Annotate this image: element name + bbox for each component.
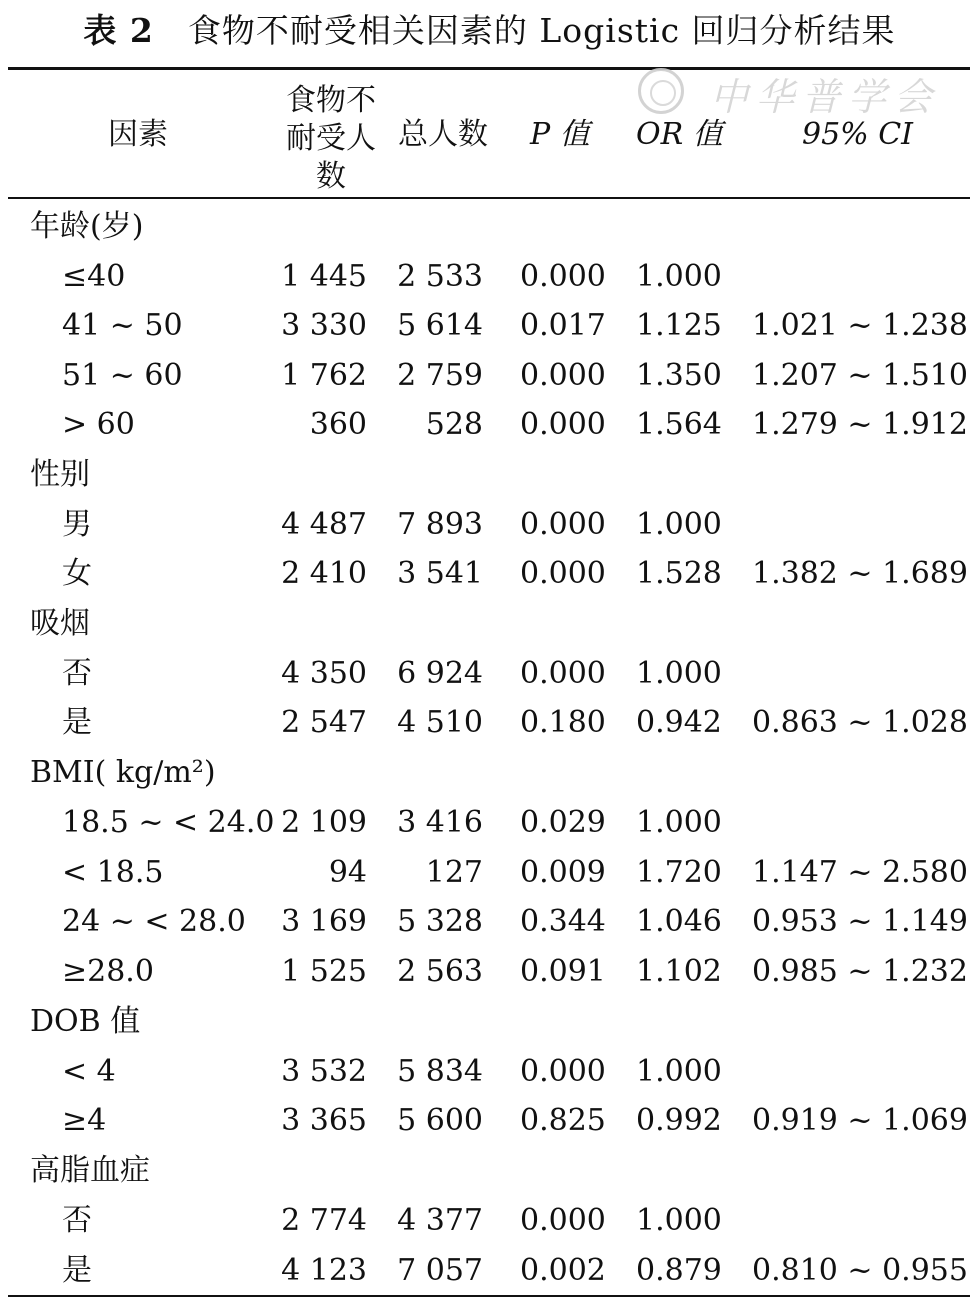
group-row bbox=[0, 748, 979, 798]
row-or-value: 1.102 bbox=[636, 954, 722, 989]
group-label: 吸烟 bbox=[30, 606, 90, 641]
row-or-value: 1.000 bbox=[636, 1203, 722, 1238]
row-p-value: 0.000 bbox=[520, 407, 606, 442]
row-factor: 24 ~ < 28.0 bbox=[62, 904, 246, 939]
row-intolerant-count: 1 445 bbox=[281, 259, 367, 294]
row-total-count: 7 057 bbox=[397, 1253, 483, 1288]
row-total-count: 4 377 bbox=[397, 1203, 483, 1238]
row-p-value: 0.009 bbox=[520, 855, 606, 890]
row-total-count: 4 510 bbox=[397, 705, 483, 740]
row-intolerant-count: 3 532 bbox=[281, 1054, 367, 1089]
row-ci: 1.382 ~ 1.689 bbox=[752, 556, 968, 591]
row-total-count: 5 834 bbox=[397, 1054, 483, 1089]
row-p-value: 0.002 bbox=[520, 1253, 606, 1288]
row-p-value: 0.180 bbox=[520, 705, 606, 740]
header-rule bbox=[8, 197, 970, 199]
row-total-count: 2 563 bbox=[397, 954, 483, 989]
group-label: 高脂血症 bbox=[30, 1153, 150, 1188]
row-factor: 否 bbox=[62, 656, 92, 691]
row-ci: 1.207 ~ 1.510 bbox=[752, 358, 968, 393]
watermark-text: 中华普学会 bbox=[710, 75, 941, 119]
watermark bbox=[630, 62, 941, 122]
table-caption: 食物不耐受相关因素的 Logistic 回归分析结果 bbox=[187, 11, 896, 50]
group-row bbox=[0, 599, 979, 649]
row-or-value: 1.000 bbox=[636, 259, 722, 294]
row-factor: > 60 bbox=[62, 407, 135, 442]
row-intolerant-count: 3 365 bbox=[281, 1103, 367, 1138]
row-or-value: 0.879 bbox=[636, 1253, 722, 1288]
row-total-count: 7 893 bbox=[397, 507, 483, 542]
group-row bbox=[0, 997, 979, 1047]
row-ci: 0.863 ~ 1.028 bbox=[752, 705, 968, 740]
row-factor: 否 bbox=[62, 1203, 92, 1238]
row-factor: < 18.5 bbox=[62, 855, 164, 890]
row-p-value: 0.000 bbox=[520, 1203, 606, 1238]
table-row bbox=[0, 897, 979, 947]
header-p-value: P 值 bbox=[530, 117, 590, 152]
group-row bbox=[0, 1146, 979, 1196]
table-row bbox=[0, 947, 979, 997]
row-ci: 0.919 ~ 1.069 bbox=[752, 1103, 968, 1138]
table-row bbox=[0, 351, 979, 401]
table-row bbox=[0, 549, 979, 599]
row-p-value: 0.000 bbox=[520, 556, 606, 591]
table-row bbox=[0, 698, 979, 748]
row-ci: 0.953 ~ 1.149 bbox=[752, 904, 968, 939]
row-or-value: 1.000 bbox=[636, 1054, 722, 1089]
row-intolerant-count: 2 774 bbox=[281, 1203, 367, 1238]
row-factor: 是 bbox=[62, 1253, 92, 1288]
row-p-value: 0.091 bbox=[520, 954, 606, 989]
table-row bbox=[0, 798, 979, 848]
row-total-count: 3 416 bbox=[397, 805, 483, 840]
row-ci: 0.985 ~ 1.232 bbox=[752, 954, 968, 989]
group-label: DOB 值 bbox=[30, 1004, 141, 1039]
row-intolerant-count: 1 525 bbox=[281, 954, 367, 989]
row-factor: 18.5 ~ < 24.0 bbox=[62, 805, 275, 840]
row-intolerant-count: 4 123 bbox=[281, 1253, 367, 1288]
row-p-value: 0.029 bbox=[520, 805, 606, 840]
row-total-count: 528 bbox=[425, 407, 483, 442]
row-intolerant-count: 3 330 bbox=[281, 308, 367, 343]
row-total-count: 2 759 bbox=[397, 358, 483, 393]
row-intolerant-count: 1 762 bbox=[281, 358, 367, 393]
group-row bbox=[0, 202, 979, 252]
row-or-value: 1.564 bbox=[636, 407, 722, 442]
watermark-seal-icon bbox=[638, 68, 684, 114]
row-factor: < 4 bbox=[62, 1054, 116, 1089]
header-or-value: OR 值 bbox=[636, 117, 723, 152]
row-or-value: 0.992 bbox=[636, 1103, 722, 1138]
row-p-value: 0.000 bbox=[520, 656, 606, 691]
row-total-count: 127 bbox=[425, 855, 483, 890]
header-total: 总人数 bbox=[398, 117, 488, 152]
group-label: 性别 bbox=[30, 457, 90, 492]
table-row bbox=[0, 252, 979, 302]
row-or-value: 1.046 bbox=[636, 904, 722, 939]
row-or-value: 1.000 bbox=[636, 507, 722, 542]
row-factor: ≥28.0 bbox=[62, 954, 154, 989]
row-or-value: 1.528 bbox=[636, 556, 722, 591]
table-title bbox=[0, 6, 979, 56]
table-row bbox=[0, 400, 979, 450]
row-total-count: 3 541 bbox=[397, 556, 483, 591]
row-p-value: 0.344 bbox=[520, 904, 606, 939]
row-intolerant-count: 94 bbox=[328, 855, 367, 890]
row-factor: 51 ~ 60 bbox=[62, 358, 183, 393]
row-ci: 1.279 ~ 1.912 bbox=[752, 407, 968, 442]
row-factor: 41 ~ 50 bbox=[62, 308, 183, 343]
row-p-value: 0.825 bbox=[520, 1103, 606, 1138]
table-row bbox=[0, 649, 979, 699]
row-ci: 1.021 ~ 1.238 bbox=[752, 308, 968, 343]
row-factor: 是 bbox=[62, 705, 92, 740]
row-factor: 男 bbox=[62, 507, 92, 542]
table-row bbox=[0, 301, 979, 351]
row-or-value: 1.000 bbox=[636, 805, 722, 840]
row-p-value: 0.017 bbox=[520, 308, 606, 343]
header-factor: 因素 bbox=[108, 117, 168, 152]
row-intolerant-count: 4 487 bbox=[281, 507, 367, 542]
row-total-count: 5 614 bbox=[397, 308, 483, 343]
group-row bbox=[0, 450, 979, 500]
table-row bbox=[0, 500, 979, 550]
row-intolerant-count: 360 bbox=[309, 407, 367, 442]
row-factor: ≥4 bbox=[62, 1103, 107, 1138]
row-or-value: 1.000 bbox=[636, 656, 722, 691]
row-or-value: 0.942 bbox=[636, 705, 722, 740]
table-row bbox=[0, 1196, 979, 1246]
row-factor: ≤40 bbox=[62, 259, 126, 294]
row-p-value: 0.000 bbox=[520, 358, 606, 393]
table-row bbox=[0, 848, 979, 898]
row-intolerant-count: 2 109 bbox=[281, 805, 367, 840]
table-row bbox=[0, 1096, 979, 1146]
header-ci: 95% CI bbox=[802, 117, 914, 152]
row-total-count: 6 924 bbox=[397, 656, 483, 691]
table-row bbox=[0, 1246, 979, 1296]
row-p-value: 0.000 bbox=[520, 259, 606, 294]
group-label: BMI( kg/m²) bbox=[30, 755, 216, 790]
row-p-value: 0.000 bbox=[520, 507, 606, 542]
row-intolerant-count: 3 169 bbox=[281, 904, 367, 939]
row-intolerant-count: 2 410 bbox=[281, 556, 367, 591]
row-factor: 女 bbox=[62, 556, 92, 591]
row-p-value: 0.000 bbox=[520, 1054, 606, 1089]
row-or-value: 1.125 bbox=[636, 308, 722, 343]
row-or-value: 1.720 bbox=[636, 855, 722, 890]
row-ci: 0.810 ~ 0.955 bbox=[752, 1253, 968, 1288]
row-ci: 1.147 ~ 2.580 bbox=[752, 855, 968, 890]
bottom-rule bbox=[8, 1295, 970, 1297]
table-row bbox=[0, 1047, 979, 1097]
row-or-value: 1.350 bbox=[636, 358, 722, 393]
table-label: 表 2 bbox=[83, 11, 154, 50]
row-total-count: 5 600 bbox=[397, 1103, 483, 1138]
header-intolerant: 食物不耐受人数 bbox=[286, 83, 376, 194]
row-intolerant-count: 2 547 bbox=[281, 705, 367, 740]
row-intolerant-count: 4 350 bbox=[281, 656, 367, 691]
row-total-count: 2 533 bbox=[397, 259, 483, 294]
row-total-count: 5 328 bbox=[397, 904, 483, 939]
group-label: 年龄(岁) bbox=[30, 209, 144, 244]
